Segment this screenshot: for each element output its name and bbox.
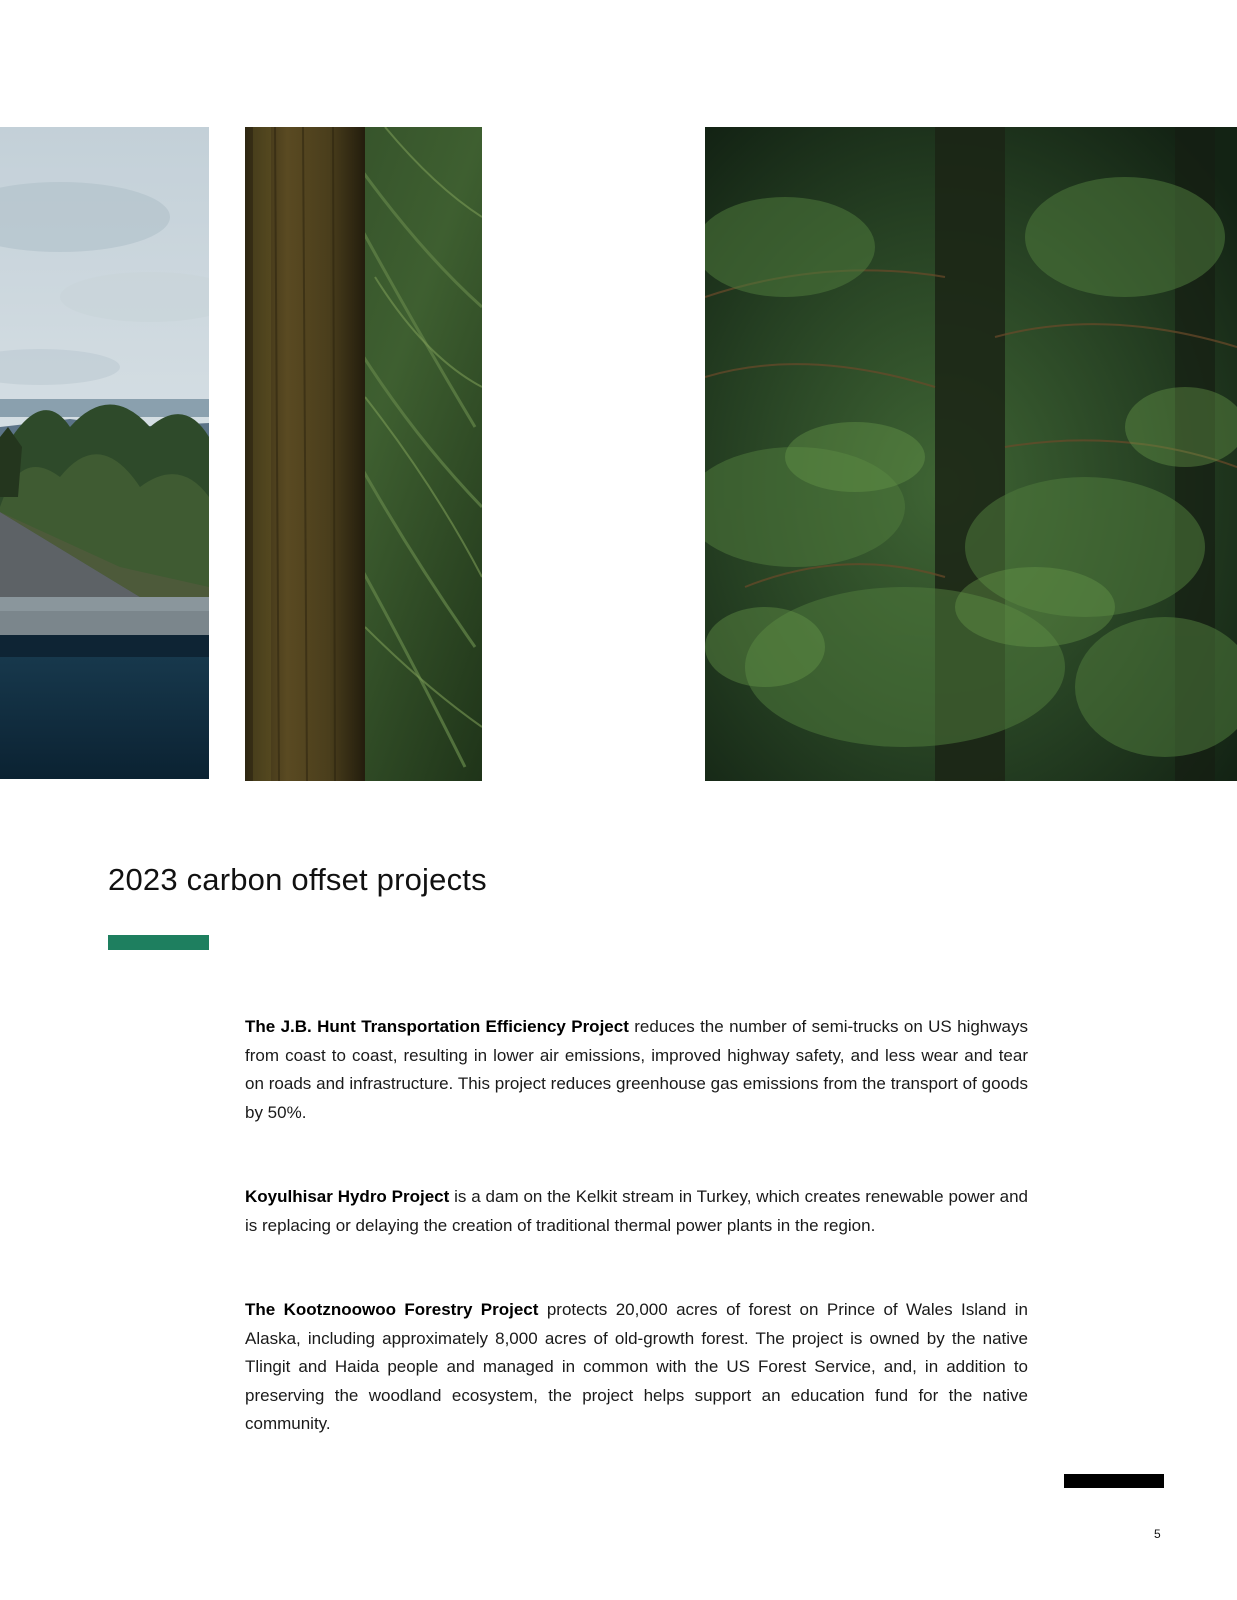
project-description: protects 20,000 acres of forest on Prince of Wales Island in Alaska, including approximately 8,000 acres of old-growth forest. The project is owned by the native Tlingit and Haida people and managed in common with the US Forest Service, and, in addition to preserving the woodland ecosystem, the project helps support an education fund for the native community.	[245, 1300, 1029, 1434]
road-overlook-image	[0, 127, 209, 779]
title-accent-bar	[108, 935, 209, 950]
project-description: reduces the number of semi-trucks on US highways from coast to coast, resulting in lower air emissions, improved highway safety, and less wear and tear on roads and infrastructure. This project reduces greenhouse gas emissions from the transport of goods by 50%.	[245, 1017, 1028, 1122]
project-paragraph	[245, 1296, 1028, 1439]
project-name: The Kootznoowoo Forestry Project	[245, 1300, 539, 1319]
road-overlook-photo	[0, 127, 209, 779]
footer-bar	[1064, 1474, 1164, 1488]
project-name: The J.B. Hunt Transportation Efficiency Project	[245, 1017, 629, 1036]
forest-canopy-image	[705, 127, 1237, 781]
project-name: Koyulhisar Hydro Project	[245, 1187, 450, 1206]
page-title: 2023 carbon offset projects	[108, 862, 487, 897]
project-paragraph	[245, 1013, 1028, 1127]
project-description: is a dam on the Kelkit stream in Turkey, which creates renewable power and is replacing or delaying the creation of traditional thermal power plants in the region.	[245, 1187, 1028, 1235]
tree-trunk-photo	[245, 127, 482, 781]
project-paragraph	[245, 1183, 1028, 1240]
forest-canopy-photo	[705, 127, 1237, 781]
page-number: 5	[1154, 1527, 1161, 1541]
tree-trunk-image	[245, 127, 482, 781]
